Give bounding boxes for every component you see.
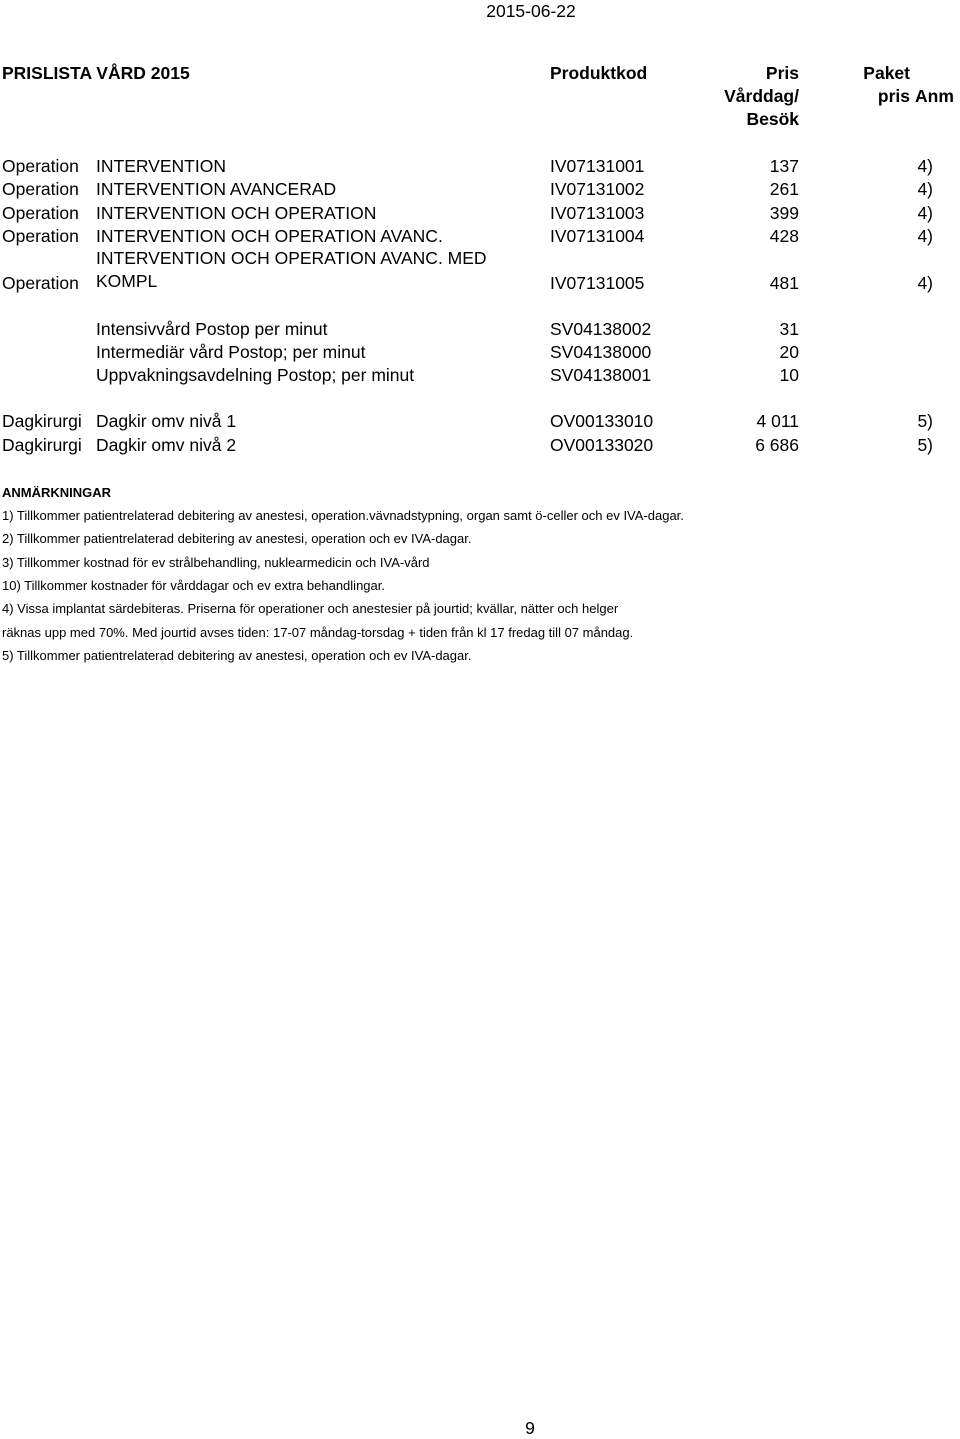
document-date: 2015-06-22 xyxy=(486,1,576,21)
note-item: 2) Tillkommer patientrelaterad debitering av anestesi, operation och ev IVA-dagar. xyxy=(2,531,472,546)
row-note: 4) xyxy=(917,179,933,199)
row-code: IV07131004 xyxy=(550,226,645,246)
row-price: 20 xyxy=(779,342,799,362)
price-list-title: PRISLISTA VÅRD 2015 xyxy=(2,63,190,83)
row-description: INTERVENTION xyxy=(96,156,226,176)
page-number: 9 xyxy=(525,1418,535,1438)
row-note: 5) xyxy=(917,435,933,455)
row-description: Intensivvård Postop per minut xyxy=(96,319,328,339)
row-note: 4) xyxy=(917,226,933,246)
row-code: SV04138000 xyxy=(550,342,652,362)
row-note: 4) xyxy=(917,273,933,293)
row-price: 428 xyxy=(769,226,799,246)
row-code: OV00133020 xyxy=(550,435,654,455)
row-category: Operation xyxy=(2,226,79,246)
row-description: Intermediär vård Postop; per minut xyxy=(96,342,366,362)
note-item: 3) Tillkommer kostnad för ev strålbehandling, nuklearmedicin och IVA-vård xyxy=(2,555,430,570)
row-code: IV07131005 xyxy=(550,273,645,293)
row-price: 6 686 xyxy=(755,435,799,455)
row-price: 399 xyxy=(769,203,799,223)
row-description: Uppvakningsavdelning Postop; per minut xyxy=(96,365,415,385)
price-header xyxy=(620,62,799,131)
row-code: IV07131003 xyxy=(550,203,645,223)
row-description: INTERVENTION OCH OPERATION AVANC. xyxy=(96,226,443,246)
row-description: INTERVENTION AVANCERAD xyxy=(96,179,337,199)
note-header: Anm xyxy=(915,86,954,106)
row-description: Dagkir omv nivå 2 xyxy=(96,435,237,455)
row-category: Dagkirurgi xyxy=(2,435,82,455)
row-description: KOMPL xyxy=(96,271,158,291)
notes-heading: ANMÄRKNINGAR xyxy=(2,485,112,500)
row-note: 4) xyxy=(917,203,933,223)
note-item: räknas upp med 70%. Med jourtid avses tiden: 17-07 måndag-torsdag + tiden från kl 17 fredag till 07 måndag. xyxy=(2,625,634,640)
package-price-header xyxy=(800,62,910,108)
row-description: INTERVENTION OCH OPERATION AVANC. MED xyxy=(96,248,487,268)
row-note: 5) xyxy=(917,411,933,431)
row-code: SV04138002 xyxy=(550,319,652,339)
package-header-line: Paket xyxy=(863,63,910,83)
row-code: OV00133010 xyxy=(550,411,654,431)
row-category: Operation xyxy=(2,179,79,199)
row-price: 137 xyxy=(769,156,799,176)
note-item: 4) Vissa implantat särdebiteras. Priserna för operationer och anestesier på jourtid; kvällar, nätter och helger xyxy=(2,601,619,616)
product-code-header: Produktkod xyxy=(550,63,648,83)
row-category: Dagkirurgi xyxy=(2,411,82,431)
row-price: 481 xyxy=(769,273,799,293)
price-header-line: Pris xyxy=(765,63,799,83)
row-price: 261 xyxy=(769,179,799,199)
row-price: 31 xyxy=(779,319,799,339)
row-description: Dagkir omv nivå 1 xyxy=(96,411,237,431)
row-code: IV07131002 xyxy=(550,179,645,199)
row-code: IV07131001 xyxy=(550,156,645,176)
row-category: Operation xyxy=(2,203,79,223)
row-price: 4 011 xyxy=(756,411,799,431)
price-header-line: Vårddag/ xyxy=(724,86,799,106)
note-item: 1) Tillkommer patientrelaterad debitering av anestesi, operation.vävnadstypning, organ samt ö-celler och ev IVA-dagar. xyxy=(2,508,684,523)
note-item: 5) Tillkommer patientrelaterad debitering av anestesi, operation och ev IVA-dagar. xyxy=(2,648,472,663)
row-description: INTERVENTION OCH OPERATION xyxy=(96,203,377,223)
note-item: 10) Tillkommer kostnader för vårddagar och ev extra behandlingar. xyxy=(2,578,385,593)
package-header-line: pris xyxy=(877,86,910,106)
row-note: 4) xyxy=(917,156,933,176)
row-category: Operation xyxy=(2,273,79,293)
price-header-line: Besök xyxy=(746,109,799,129)
row-code: SV04138001 xyxy=(550,365,652,385)
row-category: Operation xyxy=(2,156,79,176)
row-price: 10 xyxy=(779,365,799,385)
